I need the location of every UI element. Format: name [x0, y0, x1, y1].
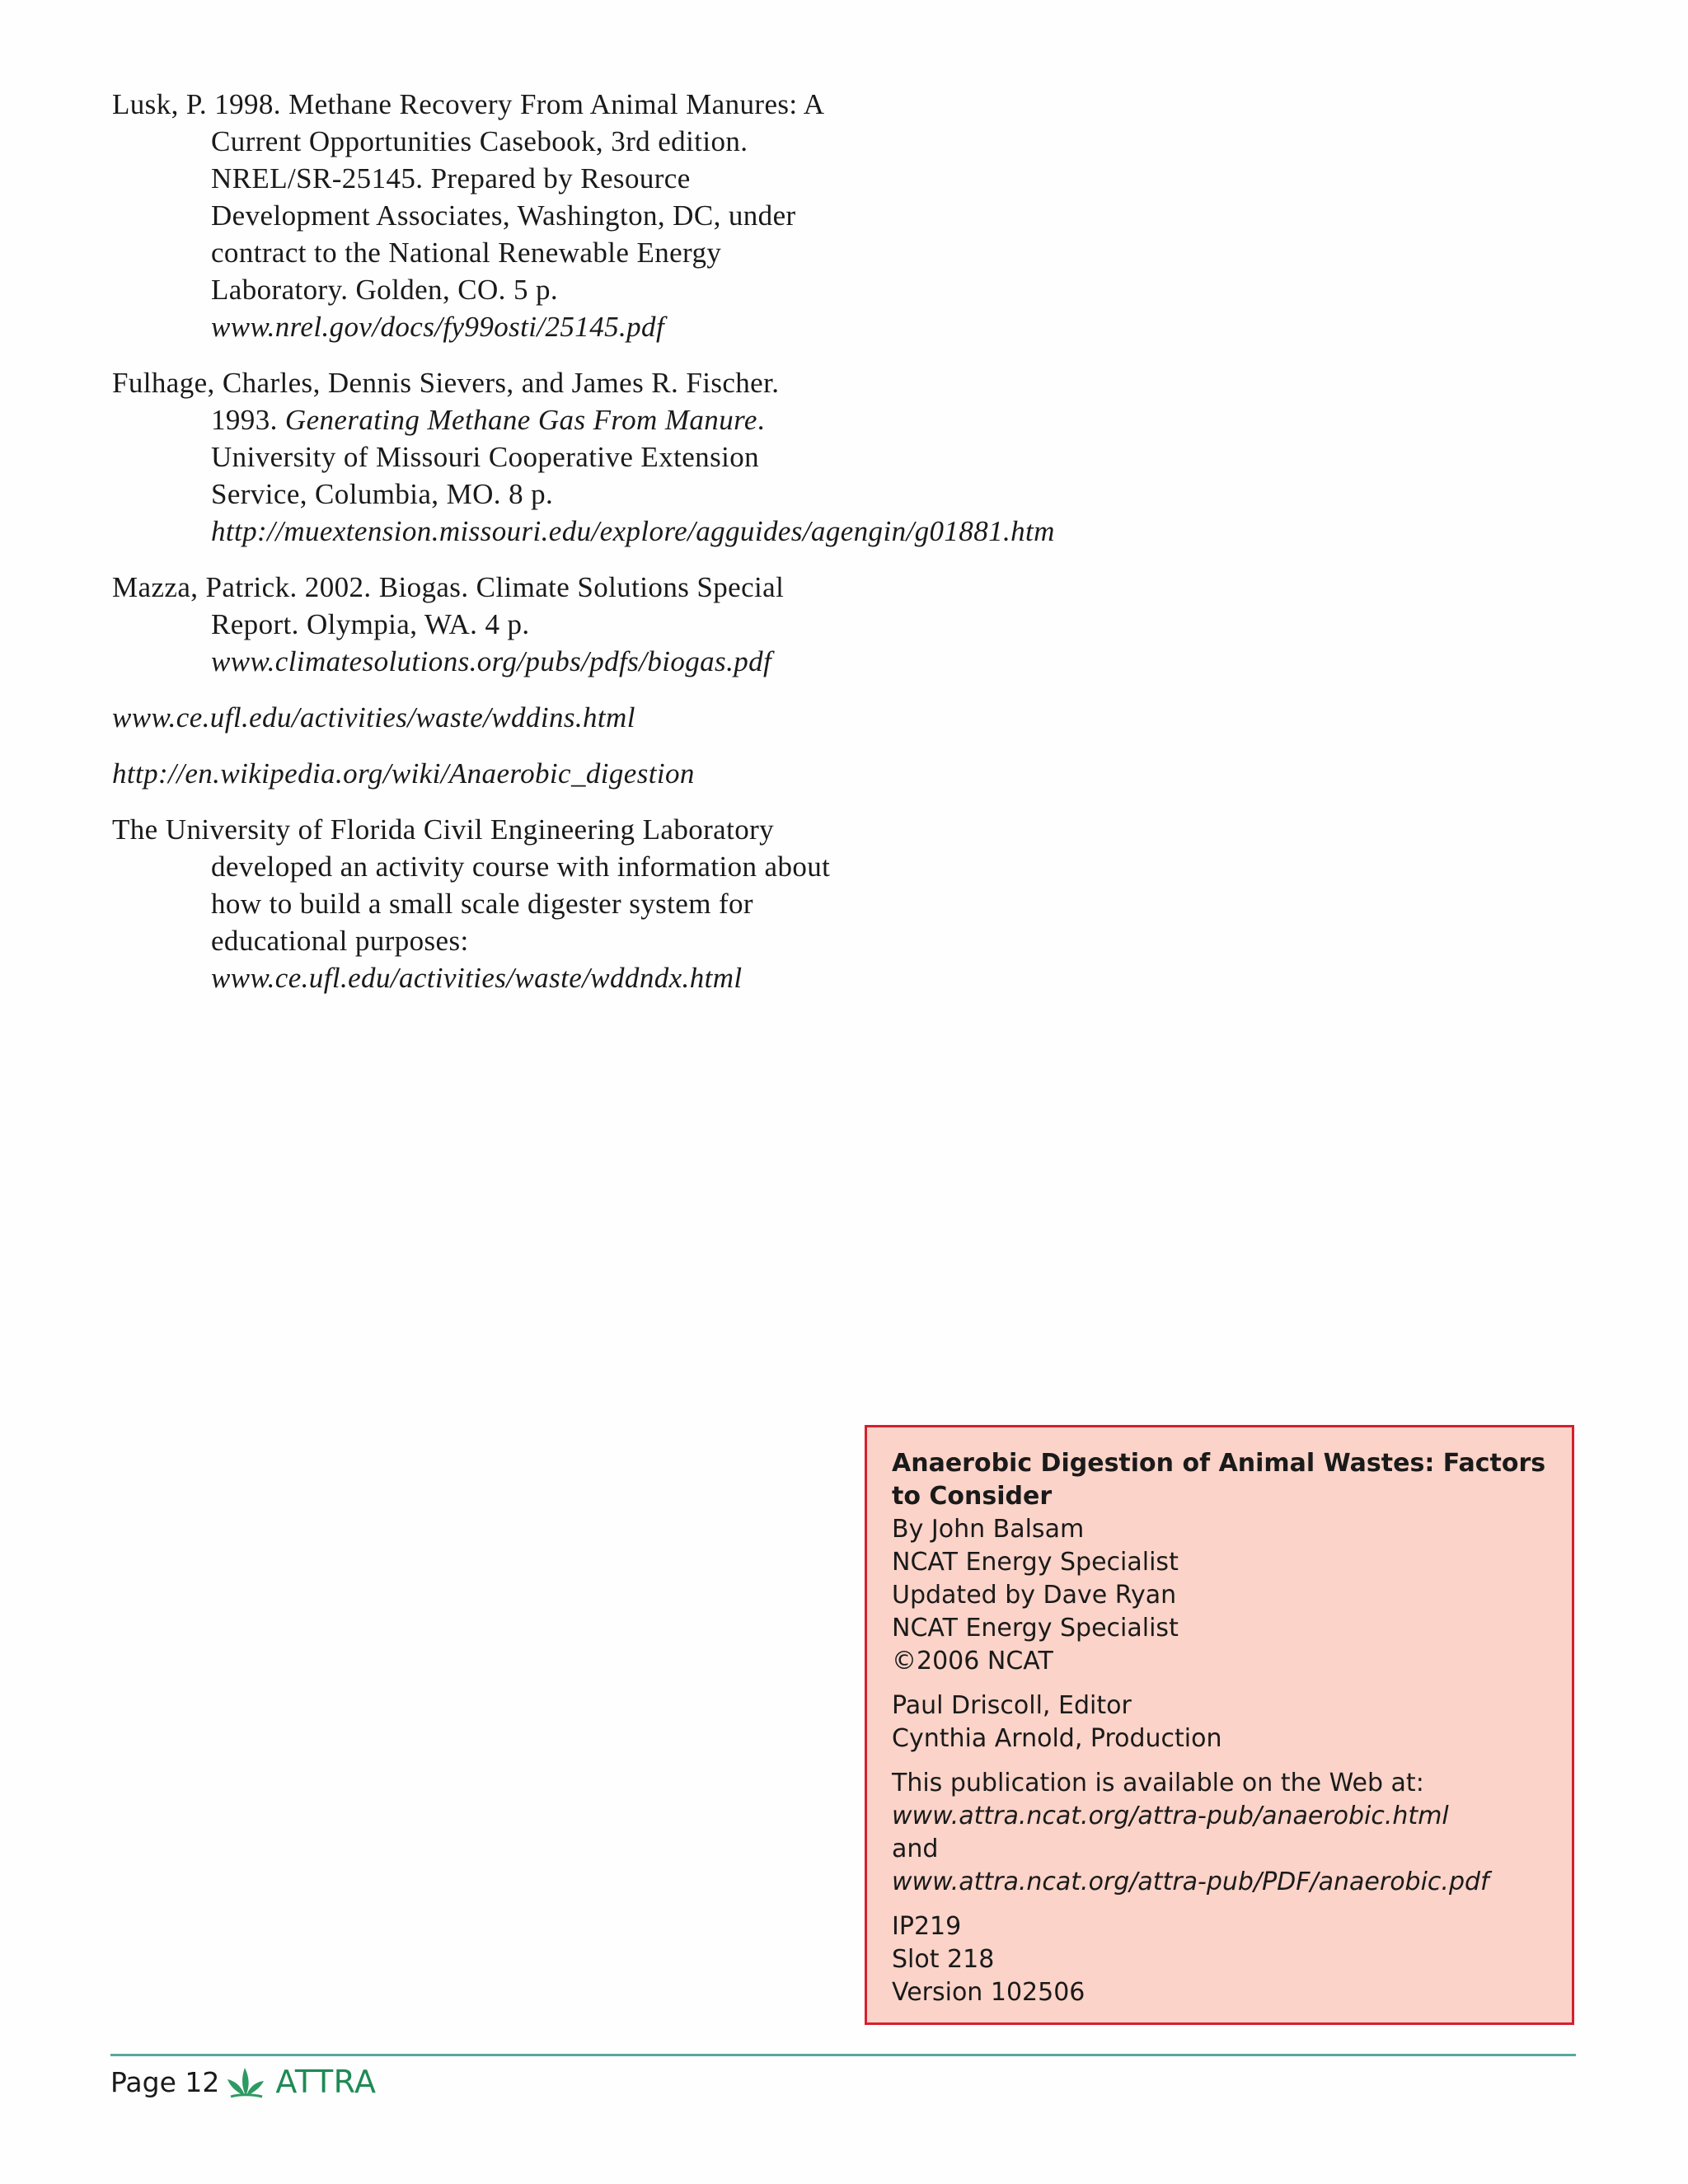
- reference-text: Mazza, Patrick. 2002. Biogas. Climate Solutions Special Report. Olympia, WA. 4 p.: [112, 571, 785, 640]
- reference-lusk: [112, 86, 837, 345]
- editor: Paul Driscoll, Editor: [892, 1691, 1132, 1720]
- web-and: and: [892, 1835, 939, 1863]
- author: By John Balsam: [892, 1515, 1085, 1544]
- footer-divider: [110, 2054, 1576, 2056]
- updater: Updated by Dave Ryan: [892, 1581, 1177, 1610]
- credits-ids-group: [892, 1910, 1549, 2009]
- web-pdf-link[interactable]: www.attra.ncat.org/attra-pub/PDF/anaerobic.pdf: [892, 1868, 1489, 1896]
- reference-text: Fulhage, Charles, Dennis Sievers, and James R. Fischer. 1993.: [112, 367, 780, 436]
- reference-url[interactable]: www.nrel.gov/docs/fy99osti/25145.pdf: [211, 311, 665, 343]
- link-wikipedia[interactable]: http://en.wikipedia.org/wiki/Anaerobic_digestion: [112, 757, 695, 790]
- reference-mazza: [112, 569, 837, 680]
- production: Cynthia Arnold, Production: [892, 1724, 1222, 1753]
- ip-number: IP219: [892, 1912, 962, 1941]
- reference-url[interactable]: www.ce.ufl.edu/activities/waste/wddndx.html: [211, 962, 743, 994]
- link-ufl-wddins[interactable]: www.ce.ufl.edu/activities/waste/wddins.html: [112, 701, 635, 733]
- reference-url[interactable]: http://muextension.missouri.edu/explore/agguides/agengin/g01881.htm: [211, 515, 1055, 547]
- reference-text: Lusk, P. 1998. Methane Recovery From Animal Manures: A Current Opportunities Casebook, 3rd edition. NREL/SR-25145. Prepared by Resource Development Associates, Washington, DC, under contract to the National Renewable Energy Laboratory. Golden, CO. 5 p.: [112, 88, 823, 306]
- slot-number: Slot 218: [892, 1945, 995, 1974]
- reference-title: Generating Methane Gas From Manure: [284, 404, 757, 436]
- attra-brand: ATTRA: [275, 2064, 377, 2100]
- page-number: Page 12: [110, 2065, 220, 2098]
- copyright: ©2006 NCAT: [892, 1647, 1053, 1675]
- author-role: NCAT Energy Specialist: [892, 1548, 1179, 1577]
- reference-url[interactable]: www.climatesolutions.org/pubs/pdfs/biogas.pdf: [211, 645, 772, 677]
- credits-staff-group: [892, 1690, 1549, 1755]
- credits-web-group: [892, 1767, 1549, 1899]
- references-list: [112, 86, 1055, 1015]
- reference-text: . University of Missouri Cooperative Extension Service, Columbia, MO. 8 p.: [211, 404, 765, 510]
- reference-ufl-note: [112, 811, 837, 996]
- web-intro: This publication is available on the Web at:: [892, 1769, 1424, 1797]
- updater-role: NCAT Energy Specialist: [892, 1614, 1179, 1643]
- credits-author-group: [892, 1447, 1549, 1678]
- reference-text: The University of Florida Civil Engineering Laboratory developed an activity course with information about how to build a small scale digester system for educational purposes:: [112, 813, 831, 957]
- publication-title: Anaerobic Digestion of Animal Wastes: Factors to Consider: [892, 1449, 1546, 1511]
- reference-fulhage: [112, 364, 1055, 550]
- page-footer: [110, 2061, 377, 2102]
- publication-credits-box: [865, 1425, 1574, 2025]
- version-number: Version 102506: [892, 1978, 1085, 2007]
- web-html-link[interactable]: www.attra.ncat.org/attra-pub/anaerobic.html: [892, 1802, 1449, 1830]
- leaf-icon: [223, 2063, 269, 2101]
